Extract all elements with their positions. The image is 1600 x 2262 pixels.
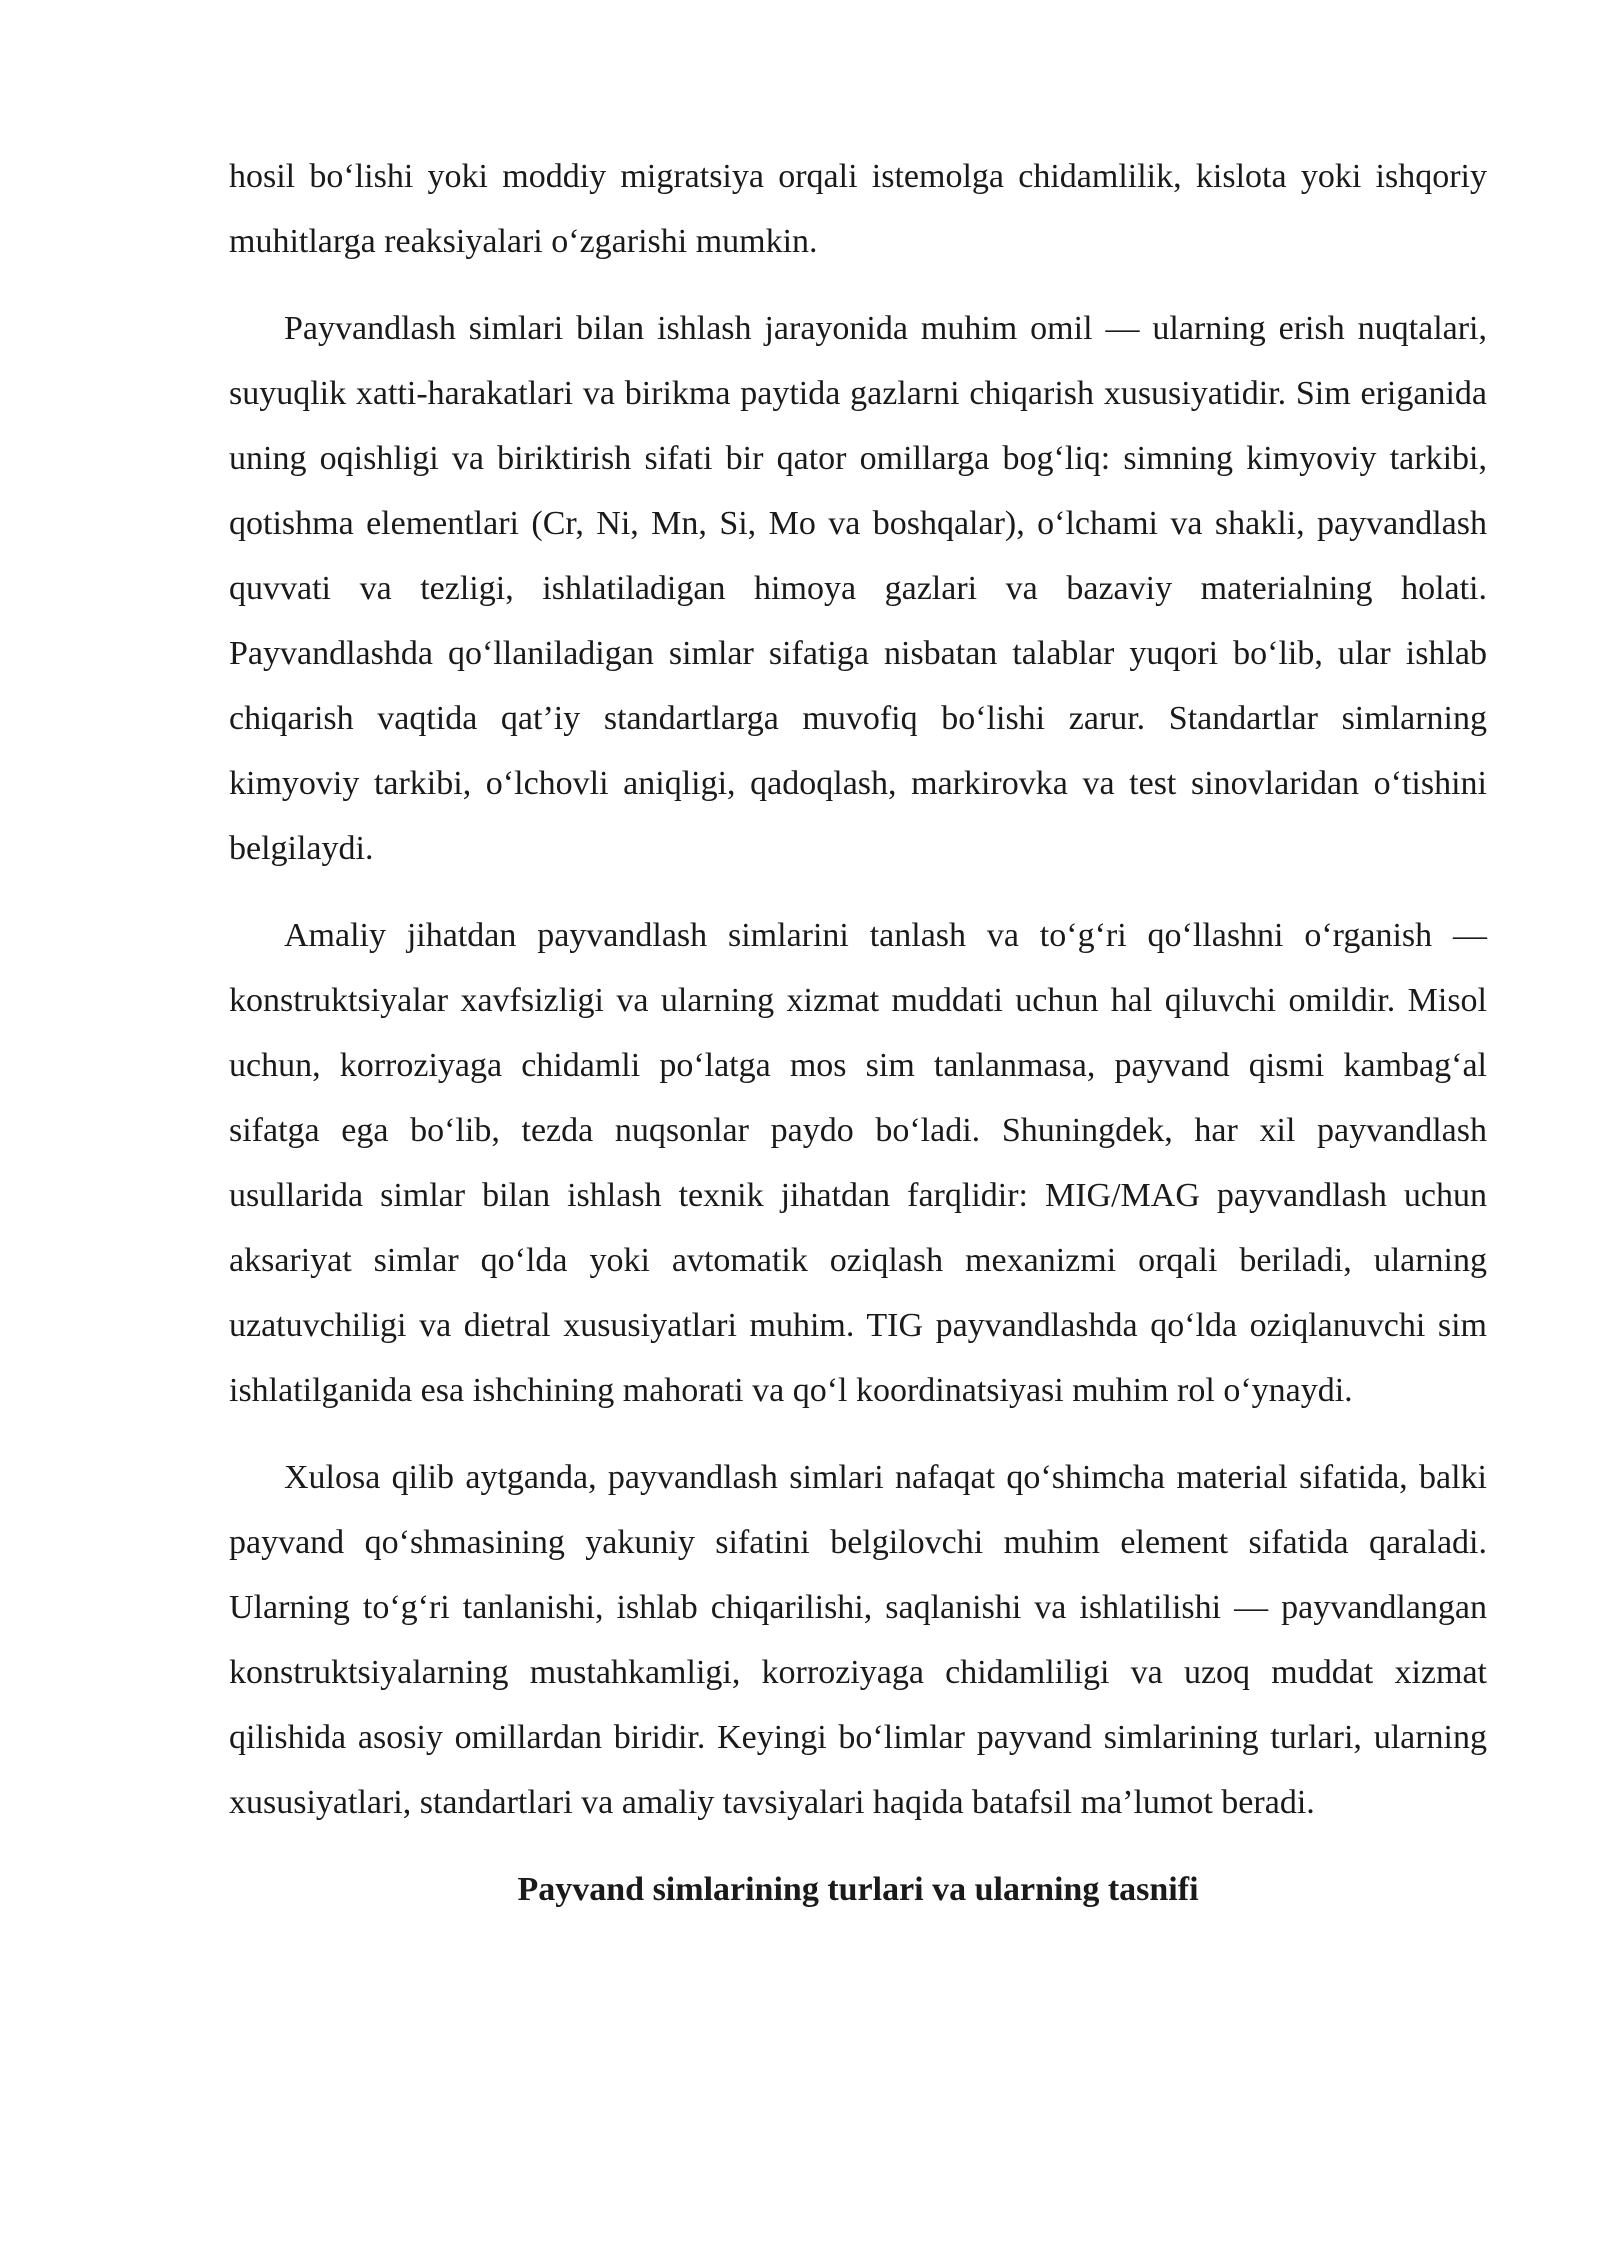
paragraph-conclusion: Xulosa qilib aytganda, payvandlash simlari nafaqat qo‘shimcha material sifatida, balki payvand qo‘shmasining yakuniy sifatini belgilovchi muhim element sifatida qaraladi. Ularning to‘g‘ri tanlanishi, ishlab chiqarilishi, saqlanishi va ishlatilishi — payvandlangan konstruktsiyalarning mustahkamligi, korroziyaga chidamliligi va uzoq muddat xizmat qilishida asosiy omillardan biridir. Keyingi bo‘limlar payvand simlarining turlari, ularning xususiyatlari, standartlari va amaliy tavsiyalari haqida batafsil ma’lumot beradi. xyxy=(229,1459,1487,1821)
paragraph-practical-selection: Amaliy jihatdan payvandlash simlarini tanlash va to‘g‘ri qo‘llashni o‘rganish — konstruktsiyalar xavfsizligi va ularning xizmat muddati uchun hal qiluvchi omildir. Misol uchun, korroziyaga chidamli po‘latga mos sim tanlanmasa, payvand qismi kambag‘al sifatga ega bo‘lib, tezda nuqsonlar paydo bo‘ladi. Shuningdek, har xil payvandlash usullarida simlar bilan ishlash texnik jihatdan farqlidir: MIG/MAG payvandlash uchun aksariyat simlar qo‘lda yoki avtomatik oziqlash mexanizmi orqali beriladi, ularning uzatuvchiligi va dietral xususiyatlari muhim. TIG payvandlashda qo‘lda oziqlanuvchi sim ishlatilganida esa ishchining mahorati va qo‘l koordinatsiyasi muhim rol o‘ynaydi. xyxy=(229,917,1487,1409)
section-heading: Payvand simlarining turlari va ularning tasnifi xyxy=(517,1871,1199,1908)
paragraph-continuation: hosil bo‘lishi yoki moddiy migratsiya orqali istemolga chidamlilik, kislota yoki ishqoriy muhitlarga reaksiyalari o‘zgarishi mumkin. xyxy=(229,158,1487,260)
document-page xyxy=(229,144,1487,1922)
paragraph-welding-wire-properties: Payvandlash simlari bilan ishlash jarayonida muhim omil — ularning erish nuqtalari, suyuqlik xatti-harakatlari va birikma paytida gazlarni chiqarish xususiyatidir. Sim eriganida uning oqishligi va biriktirish sifati bir qator omillarga bog‘liq: simning kimyoviy tarkibi, qotishma elementlari (Cr, Ni, Mn, Si, Mo va boshqalar), o‘lchami va shakli, payvandlash quvvati va tezligi, ishlatiladigan himoya gazlari va bazaviy materialning holati. Payvandlashda qo‘llaniladigan simlar sifatiga nisbatan talablar yuqori bo‘lib, ular ishlab chiqarish vaqtida qat’iy standartlarga muvofiq bo‘lishi zarur. Standartlar simlarning kimyoviy tarkibi, o‘lchovli aniqligi, qadoqlash, markirovka va test sinovlaridan o‘tishini belgilaydi. xyxy=(229,310,1487,867)
